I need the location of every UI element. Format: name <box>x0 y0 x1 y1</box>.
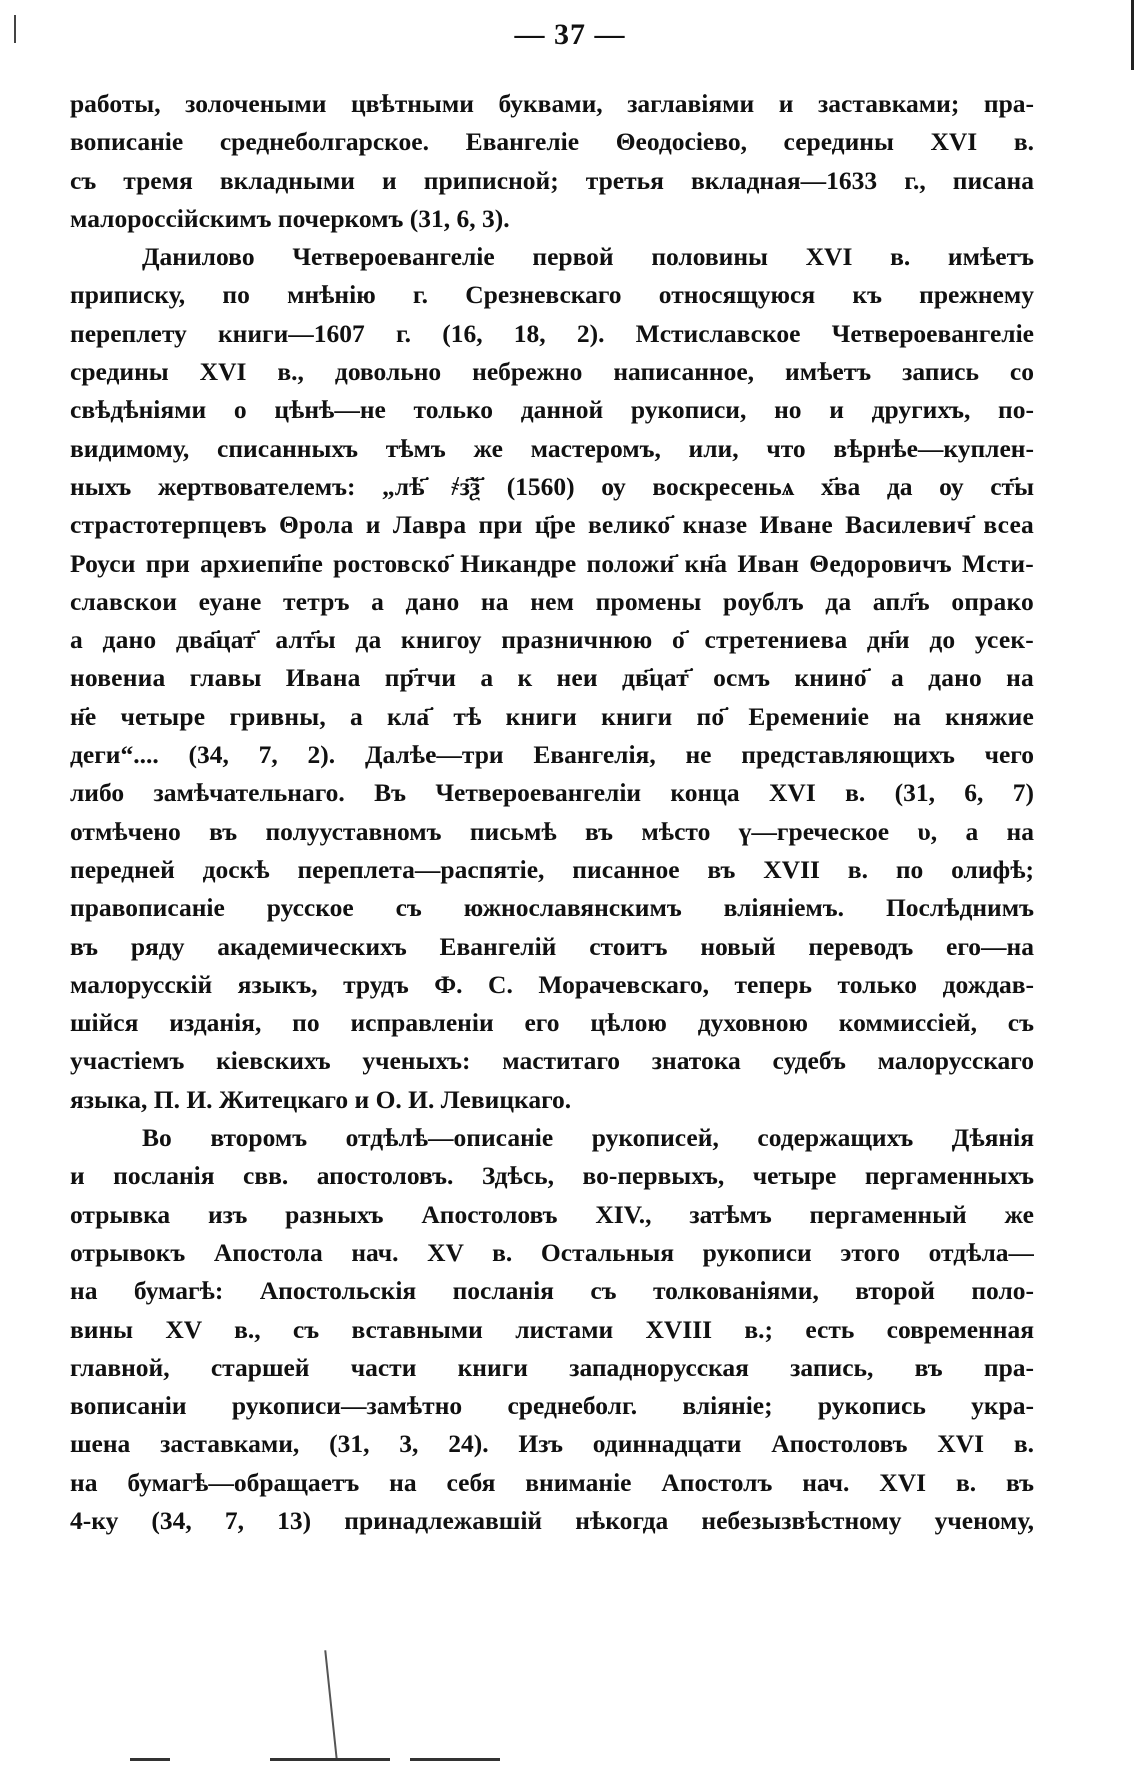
church-slavonic-line: славскои еуане тетръ а дано на нем промены роублъ да апл҃ъ опрако <box>70 586 1034 616</box>
church-slavonic-line: н҃е четыре гривны, а кла҃ тѣ книги книги по҃ Еремениie на княжие <box>70 701 1034 731</box>
page-number: — 37 — <box>514 18 626 51</box>
church-slavonic-line: страстотерпцевъ Θрола и Лавра при ц҃ре велико҃ кназе Иване Василевич҃ всеа <box>70 510 1034 540</box>
text-line: деги“.... (34, 7, 2). Далѣе—три Евангелія, не представляющихъ чего <box>70 740 1034 770</box>
text-line: вины XV в., съ вставными листами XVIII в.; есть современная <box>70 1314 1034 1344</box>
text-line: шійся изданія, по исправленіи его цѣлою духовною коммиссіей, съ <box>70 1008 1034 1038</box>
text-line: отрывокъ Апостола нач. XV в. Остальныя рукописи этого отдѣла— <box>70 1237 1034 1267</box>
text-line: переплету книги—1607 г. (16, 18, 2). Мстиславское Четвероевангеліе <box>70 318 1034 348</box>
text-line: видимому, списанныхъ тѣмъ же мастеромъ, или, что вѣрнѣе—куплен- <box>70 433 1034 463</box>
text-line: на бумагѣ—обращаетъ на себя вниманіе Апостолъ нач. XVI в. въ <box>70 1467 1034 1497</box>
text-line: передней доскѣ переплета—распятіе, писанное въ XVII в. по олифѣ; <box>70 854 1034 884</box>
text-line: вописаніи рукописи—замѣтно среднеболг. вліяніе; рукопись укра- <box>70 1391 1034 1421</box>
text-line: ныхъ жертвователемъ: „лѣ҃ ҂з҃ѯ҃ (1560) оу воскресеньѧ х҃ва да оу ст҃ы <box>70 471 1034 501</box>
church-slavonic-line: новениа главы Ивана пр҃тчи а к неи дв҃цат҃ осмъ книно҃ а дано на <box>70 663 1034 693</box>
text-line: малорусскій языкъ, трудъ Ф. С. Морачевскаго, теперь только дождав- <box>70 969 1034 999</box>
text-line: въ ряду академическихъ Евангелій стоитъ новый переводъ его—на <box>70 931 1034 961</box>
text-line: малороссійскимъ почеркомъ (31, 6, 3). <box>70 203 510 233</box>
text-line: свѣдѣніями о цѣнѣ—не только данной рукописи, но и другихъ, по- <box>70 395 1034 425</box>
church-slavonic-line: Роуси при архиепи҃пе ростовско҃ Никандре положи҃ кн҃а Иван Θедоровичъ Мсти- <box>70 548 1034 578</box>
scan-artifacts <box>110 1735 1010 1765</box>
text-line: съ тремя вкладными и приписной; третья вкладная—1633 г., писана <box>70 165 1034 195</box>
text-line: Во второмъ отдѣлѣ—описаніе рукописей, содержащихъ Дѣянія <box>142 1123 1034 1153</box>
text-line: либо замѣчательнаго. Въ Четвероевангеліи конца XVI в. (31, 6, 7) <box>70 778 1034 808</box>
text-line: отмѣчено въ полууставномъ письмѣ въ мѣсто ү—греческое υ, а на <box>70 816 1034 846</box>
text-line: языка, П. И. Житецкаго и О. И. Левицкаго. <box>70 1084 572 1114</box>
body-text <box>70 85 1034 1540</box>
text-line: участіемъ кіевскихъ ученыхъ: маститаго знатока судебъ малорусскаго <box>70 1046 1034 1076</box>
text-line: и посланія свв. апостоловъ. Здѣсь, во-первыхъ, четыре пергаменныхъ <box>70 1161 1034 1191</box>
text-line: на бумагѣ: Апостольскія посланія съ толкованіями, второй поло- <box>70 1276 1034 1306</box>
text-line: 4-ку (34, 7, 13) принадлежавшій нѣкогда небезызвѣстному ученому, <box>70 1505 1034 1535</box>
text-line: правописаніе русское съ южнославянскимъ вліяніемъ. Послѣднимъ <box>70 893 1034 923</box>
paragraph-3 <box>70 1119 1034 1540</box>
text-line: шена заставками, (31, 3, 24). Изъ одиннадцати Апостоловъ XVI в. <box>70 1429 1034 1459</box>
text-line: приписку, по мнѣнію г. Срезневскаго относящуюся къ прежнему <box>70 280 1034 310</box>
text-line: средины XVI в., довольно небрежно написанное, имѣетъ запись со <box>70 357 1034 387</box>
paragraph-2 <box>70 238 1034 1119</box>
text-line: отрывка изъ разныхъ Апостоловъ XIV., затѣмъ пергаменный же <box>70 1199 1034 1229</box>
text-line: вописаніе среднеболгарское. Евангеліе Θеодосіево, середины XVI в. <box>70 127 1034 157</box>
church-slavonic-line: а дано два҃цат҃ алт҃ы да книгоу празничнюю о҃ стретениева дн҃и до усек- <box>70 625 1034 655</box>
paragraph-1 <box>70 85 1034 238</box>
text-line: Даниловo Четвероевангеліе первой половины XVI в. имѣетъ <box>142 242 1034 272</box>
text-line: работы, золочеными цвѣтными буквами, заглавіями и заставками; пра- <box>70 89 1034 118</box>
text-line: главной, старшей части книги западнорусская запись, въ пра- <box>70 1352 1034 1382</box>
